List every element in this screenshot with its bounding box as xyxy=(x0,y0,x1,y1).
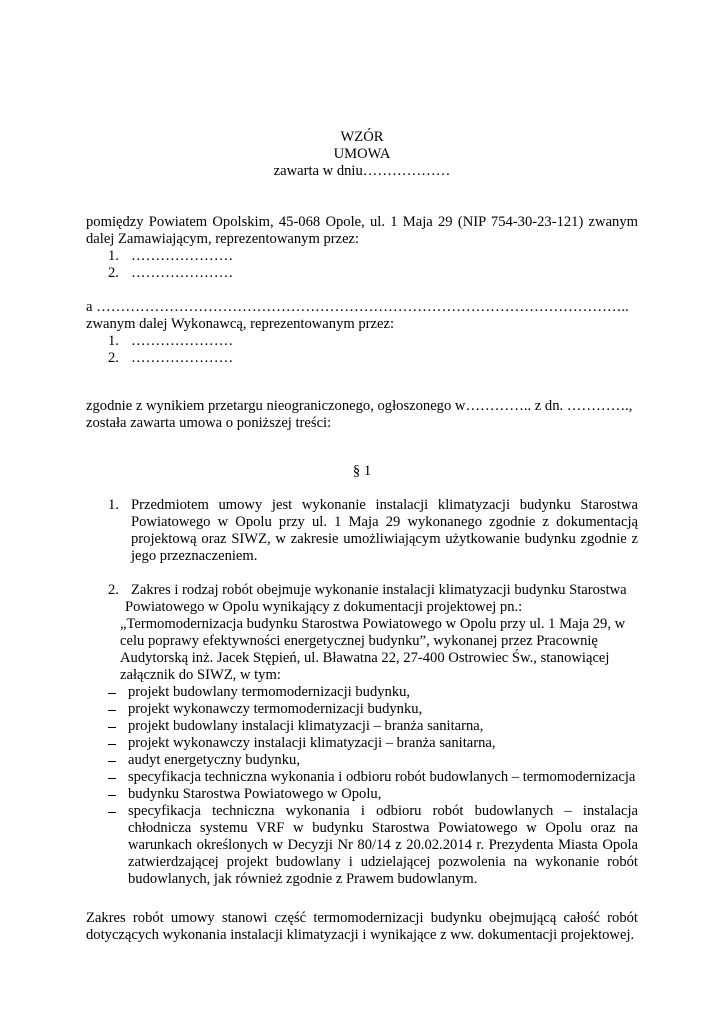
date-line: zawarta w dniu……………… xyxy=(273,163,451,179)
bullet-item: projekt wykonawczy instalacji klimatyzacji – branża sanitarna, xyxy=(128,735,496,751)
dash-bullet-icon xyxy=(108,778,116,779)
bullet-item-line: budowlanych, jak również zgodnie z Prawem budowlanym. xyxy=(128,871,478,887)
bullet-item: specyfikacja techniczna wykonania i odbioru robót budowlanych – termomodernizacja xyxy=(128,769,636,785)
document-title: UMOWA xyxy=(333,146,391,162)
p1-number: 1. xyxy=(108,497,119,513)
p2-line: Audytorską inż. Jacek Stępień, ul. Bławatna 22, 27-400 Ostrowiec Św., stanowiącej xyxy=(120,650,610,666)
bullet-item-line: zatwierdzającej projekt budowlany i udzielającej pozwolenia na wykonanie robót xyxy=(128,854,638,870)
p1-line: jego przeznaczeniem. xyxy=(131,548,258,564)
p1-line: projektową oraz SIWZ, w zakresie umożliwiającym użytkowanie budynku zgodnie z xyxy=(131,531,638,547)
party2-line2: zwanym dalej Wykonawcą, reprezentowanym przez: xyxy=(86,316,395,332)
dash-bullet-icon xyxy=(108,812,116,813)
party2-rep-blank: ………………… xyxy=(131,333,234,349)
party2-rep-num: 1. xyxy=(108,333,119,349)
bullet-item: projekt wykonawczy termomodernizacji budynku, xyxy=(128,701,423,717)
p1-line: Powiatowego w Opolu przy ul. 1 Maja 29 wykonanego zgodnie z dokumentacją xyxy=(131,514,638,530)
party1-line1: pomiędzy Powiatem Opolskim, 45-068 Opole, ul. 1 Maja 29 (NIP 754-30-23-121) zwanym xyxy=(86,214,638,230)
bullet-item-line: specyfikacja techniczna wykonania i odbioru robót budowlanych – instalacja xyxy=(128,803,638,819)
bullet-item: projekt budowlany termomodernizacji budynku, xyxy=(128,684,411,700)
dash-bullet-icon xyxy=(108,744,116,745)
bullet-item: budynku Starostwa Powiatowego w Opolu, xyxy=(128,786,382,802)
dash-bullet-icon xyxy=(108,693,116,694)
bullet-item: audyt energetyczny budynku, xyxy=(128,752,300,768)
party1-line2: dalej Zamawiającym, reprezentowanym przez: xyxy=(86,231,360,247)
section-title: § 1 xyxy=(352,463,372,479)
p2-line: Powiatowego w Opolu wynikający z dokumentacji projektowej pn.: xyxy=(125,599,523,615)
p1-line: Przedmiotem umowy jest wykonanie instalacji klimatyzacji budynku Starostwa xyxy=(131,497,638,513)
closing-line: dotyczących wykonania instalacji klimatyzacji i wynikające z ww. dokumentacji projektowej. xyxy=(86,927,635,943)
dash-bullet-icon xyxy=(108,761,116,762)
dash-bullet-icon xyxy=(108,795,116,796)
party1-rep-blank: ………………… xyxy=(131,248,234,264)
p2-number: 2. xyxy=(108,582,119,598)
bullet-item: projekt budowlany instalacji klimatyzacji – branża sanitarna, xyxy=(128,718,484,734)
bullet-item-line: chłodnicza systemu VRF w budynku Starostwa Powiatowego w Opolu oraz na xyxy=(128,820,638,836)
dash-bullet-icon xyxy=(108,710,116,711)
bullet-item-line: warunkach określonych w Decyzji Nr 80/14 z 20.02.2014 r. Prezydenta Miasta Opola xyxy=(128,837,638,853)
party1-rep-num: 1. xyxy=(108,248,119,264)
closing-line: Zakres robót umowy stanowi część termomodernizacji budynku obejmującą całość robót xyxy=(86,910,638,926)
p2-line: celu poprawy efektywności energetycznej budynku”, wykonanej przez Pracownię xyxy=(120,633,598,649)
party2-rep-blank: ………………… xyxy=(131,350,234,366)
p2-line: „Termomodernizacja budynku Starostwa Powiatowego w Opolu przy ul. 1 Maja 29, w xyxy=(120,616,626,632)
party1-rep-num: 2. xyxy=(108,265,119,281)
p2-line: Zakres i rodzaj robót obejmuje wykonanie instalacji klimatyzacji budynku Starostwa xyxy=(131,582,627,598)
template-label: WZÓR xyxy=(340,129,384,145)
basis-line2: została zawarta umowa o poniższej treści: xyxy=(86,415,332,431)
party2-rep-num: 2. xyxy=(108,350,119,366)
p2-line: załącznik do SIWZ, w tym: xyxy=(120,667,281,683)
basis-line1: zgodnie z wynikiem przetargu nieograniczonego, ogłoszonego w………….. z dn. …………., xyxy=(86,398,633,414)
party1-rep-blank: ………………… xyxy=(131,265,234,281)
dash-bullet-icon xyxy=(108,727,116,728)
party2-line1: a ……………………………………………………………………………………………….. xyxy=(86,299,629,315)
